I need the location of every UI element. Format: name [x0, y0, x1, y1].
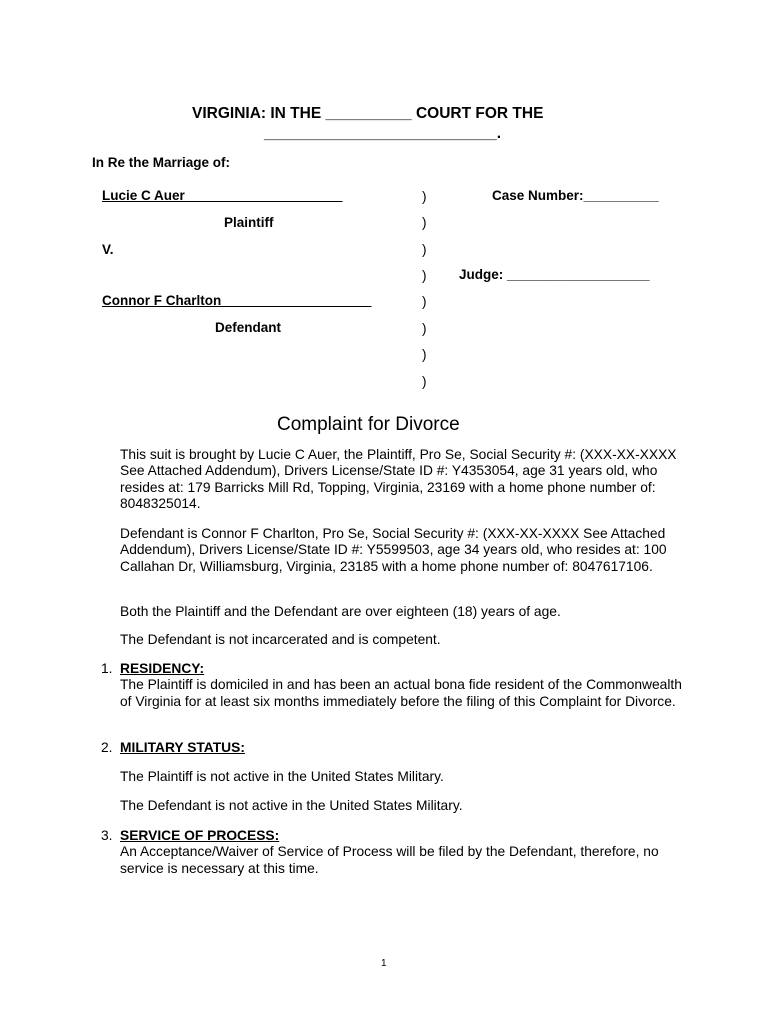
section-heading: SERVICE OF PROCESS:	[120, 828, 280, 843]
caption-paren: )	[422, 374, 427, 389]
section-text: An Acceptance/Waiver of Service of Process will be filed by the Defendant, therefore, no service is necessary at this time.	[120, 844, 659, 876]
paragraph-competency: The Defendant is not incarcerated and is competent.	[120, 632, 441, 647]
section-number: 3.	[101, 828, 113, 843]
page-number: 1	[381, 958, 387, 969]
caption-paren: )	[422, 294, 427, 309]
judge-field: Judge: ___________________	[459, 267, 650, 282]
case-number-field: Case Number:__________	[492, 188, 659, 203]
caption-paren: )	[422, 215, 427, 230]
paragraph-age: Both the Plaintiff and the Defendant are over eighteen (18) years of age.	[120, 604, 561, 619]
versus-label: V.	[102, 242, 114, 257]
in-re-label: In Re the Marriage of:	[92, 155, 231, 170]
court-header-line1: VIRGINIA: IN THE __________ COURT FOR THE	[192, 105, 544, 122]
caption-paren: )	[422, 189, 427, 204]
caption-paren: )	[422, 321, 427, 336]
paragraph-defendant-info: Defendant is Connor F Charlton, Pro Se, Social Security #: (XXX-XX-XXXX See Attached Addendum), Drivers License/State ID #: Y5599503, age 34 years old, who resides at: 100 Callahan Dr, Williamsburg, Virginia, 23185 with a home phone number of: 8047617106.	[120, 526, 667, 574]
court-header-line2: ___________________________.	[264, 125, 502, 142]
defendant-name: Connor F Charlton____________________	[102, 293, 372, 308]
section-text: The Plaintiff is domiciled in and has been an actual bona fide resident of the Commonwealth of Virginia for at least six months immediately before the filing of this Complaint for Divorce.	[120, 677, 682, 709]
plaintiff-label: Plaintiff	[224, 215, 274, 230]
section-number: 2.	[101, 740, 113, 755]
military-defendant-text: The Defendant is not active in the United States Military.	[120, 798, 463, 813]
paragraph-plaintiff-info: This suit is brought by Lucie C Auer, the Plaintiff, Pro Se, Social Security #: (XXX-XX-XXXX See Attached Addendum), Drivers License/State ID #: Y4353054, age 31 years old, who resides at: 179 Barricks Mill Rd, Topping, Virginia, 23169 with a home phone number of: 8048325014.	[120, 447, 677, 512]
plaintiff-name: Lucie C Auer_____________________	[102, 188, 343, 203]
defendant-label: Defendant	[215, 320, 282, 335]
caption-paren: )	[422, 347, 427, 362]
section-heading: MILITARY STATUS:	[120, 740, 245, 755]
section-heading: RESIDENCY:	[120, 661, 205, 676]
section-number: 1.	[101, 661, 113, 676]
military-plaintiff-text: The Plaintiff is not active in the United States Military.	[120, 769, 444, 784]
caption-paren: )	[422, 242, 427, 257]
caption-paren: )	[422, 268, 427, 283]
document-title: Complaint for Divorce	[277, 414, 460, 435]
